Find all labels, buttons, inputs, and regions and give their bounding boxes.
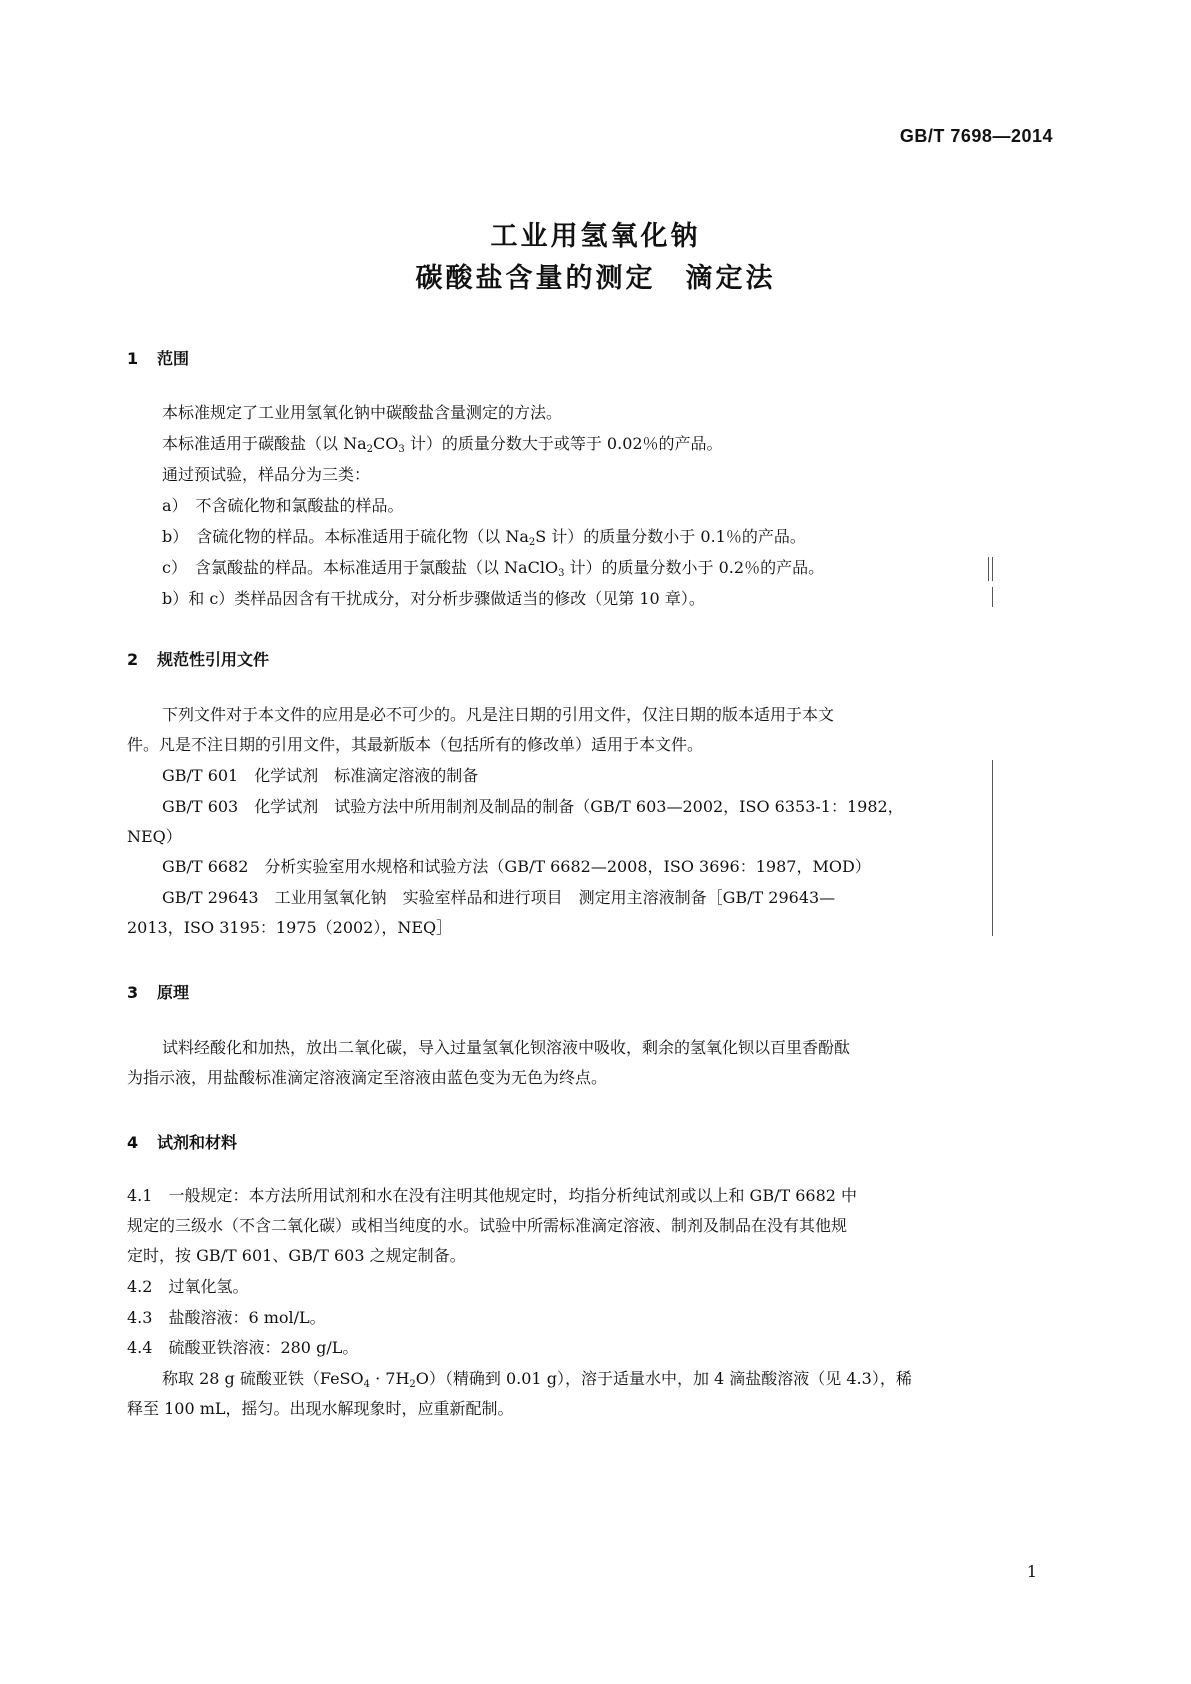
clause-4-1: 4.1 一般规定：本方法所用试剂和水在没有注明其他规定时，均指分析纯试剂或以上和 GB/T 6682 中	[127, 1186, 858, 1205]
paragraph: 试料经酸化和加热，放出二氧化碳，导入过量氢氧化钡溶液中吸收，剩余的氢氧化钡以百里香酚酞	[162, 1038, 851, 1057]
clause-4-2: 4.2 过氧化氢。	[127, 1277, 249, 1296]
reference-item: GB/T 601 化学试剂 标准滴定溶液的制备	[162, 766, 479, 785]
section-title: 原理	[157, 983, 190, 1002]
page-number: 1	[1026, 1562, 1037, 1581]
paragraph: 通过预试验，样品分为三类：	[162, 465, 371, 484]
paragraph: 本标准规定了工业用氢氧化钠中碳酸盐含量测定的方法。	[162, 403, 563, 422]
paragraph: 释至 100 mL，摇匀。出现水解现象时，应重新配制。	[127, 1399, 514, 1418]
section-4-heading	[127, 1130, 237, 1153]
section-title: 规范性引用文件	[157, 650, 270, 669]
section-2-heading	[127, 647, 269, 670]
paragraph: 本标准适用于碳酸盐（以 $Na_2CO_3$ 计）的质量分数大于或等于 0.02％的产品。	[162, 434, 723, 455]
clause-4-3: 4.3 盐酸溶液：6 mol/L。	[127, 1308, 326, 1327]
standard-number: GB/T 7698—2014	[899, 126, 1053, 146]
list-item: a） 不含硫化物和氯酸盐的样品。	[162, 496, 404, 515]
list-item: c） 含氯酸盐的样品。本标准适用于氯酸盐（以 NaClO$_3$ 计）的质量分数小于 0.2％的产品。	[162, 558, 825, 579]
section-number: 4	[127, 1133, 139, 1152]
change-bar	[992, 587, 993, 607]
clause-4-4: 4.4 硫酸亚铁溶液：280 g/L。	[127, 1338, 359, 1357]
paragraph: 称取 28 g 硫酸亚铁（FeSO$_4$ · $7H_2O$）（精确到 0.01 g），溶于适量水中，加 4 滴盐酸溶液（见 4.3），稀	[162, 1369, 912, 1390]
change-bar	[988, 557, 989, 581]
title-line-1: 工业用氢氧化钠	[490, 221, 701, 252]
clause-4-1-cont: 定时，按 GB/T 601、GB/T 603 之规定制备。	[127, 1246, 466, 1265]
section-3-heading	[127, 980, 189, 1003]
reference-item: NEQ）	[127, 827, 182, 846]
section-title: 试剂和材料	[157, 1133, 238, 1152]
paragraph: 下列文件对于本文件的应用是必不可少的。凡是注日期的引用文件，仅注日期的版本适用于本文	[162, 705, 835, 724]
title-line-2: 碳酸盐含量的测定 滴定法	[415, 263, 776, 294]
list-item: b） 含硫化物的样品。本标准适用于硫化物（以 $Na_2S$ 计）的质量分数小于 0.1％的产品。	[162, 527, 806, 548]
paragraph: 件。凡是不注日期的引用文件，其最新版本（包括所有的修改单）适用于本文件。	[127, 735, 704, 754]
clause-4-1-cont: 规定的三级水（不含二氧化碳）或相当纯度的水。试验中所需标准滴定溶液、制剂及制品在没有其他规	[127, 1216, 848, 1235]
reference-item: 2013，ISO 3195：1975（2002），NEQ］	[127, 918, 453, 937]
change-bar	[992, 557, 993, 581]
section-title: 范围	[157, 349, 190, 368]
change-bar	[992, 760, 993, 936]
section-1-heading	[127, 346, 189, 369]
section-number: 1	[127, 349, 139, 368]
paragraph: b）和 c）类样品因含有干扰成分，对分析步骤做适当的修改（见第 10 章）。	[162, 589, 705, 608]
section-number: 2	[127, 650, 139, 669]
paragraph: 为指示液，用盐酸标准滴定溶液滴定至溶液由蓝色变为无色为终点。	[127, 1068, 608, 1087]
reference-item: GB/T 603 化学试剂 试验方法中所用制剂及制品的制备（GB/T 603—2002，ISO 6353-1：1982，	[162, 797, 904, 816]
section-number: 3	[127, 983, 139, 1002]
reference-item: GB/T 6682 分析实验室用水规格和试验方法（GB/T 6682—2008，ISO 3696：1987，MOD）	[162, 857, 871, 876]
reference-item: GB/T 29643 工业用氢氧化钠 实验室样品和进行项目 测定用主溶液制备［GB/T 29643—	[162, 888, 836, 907]
